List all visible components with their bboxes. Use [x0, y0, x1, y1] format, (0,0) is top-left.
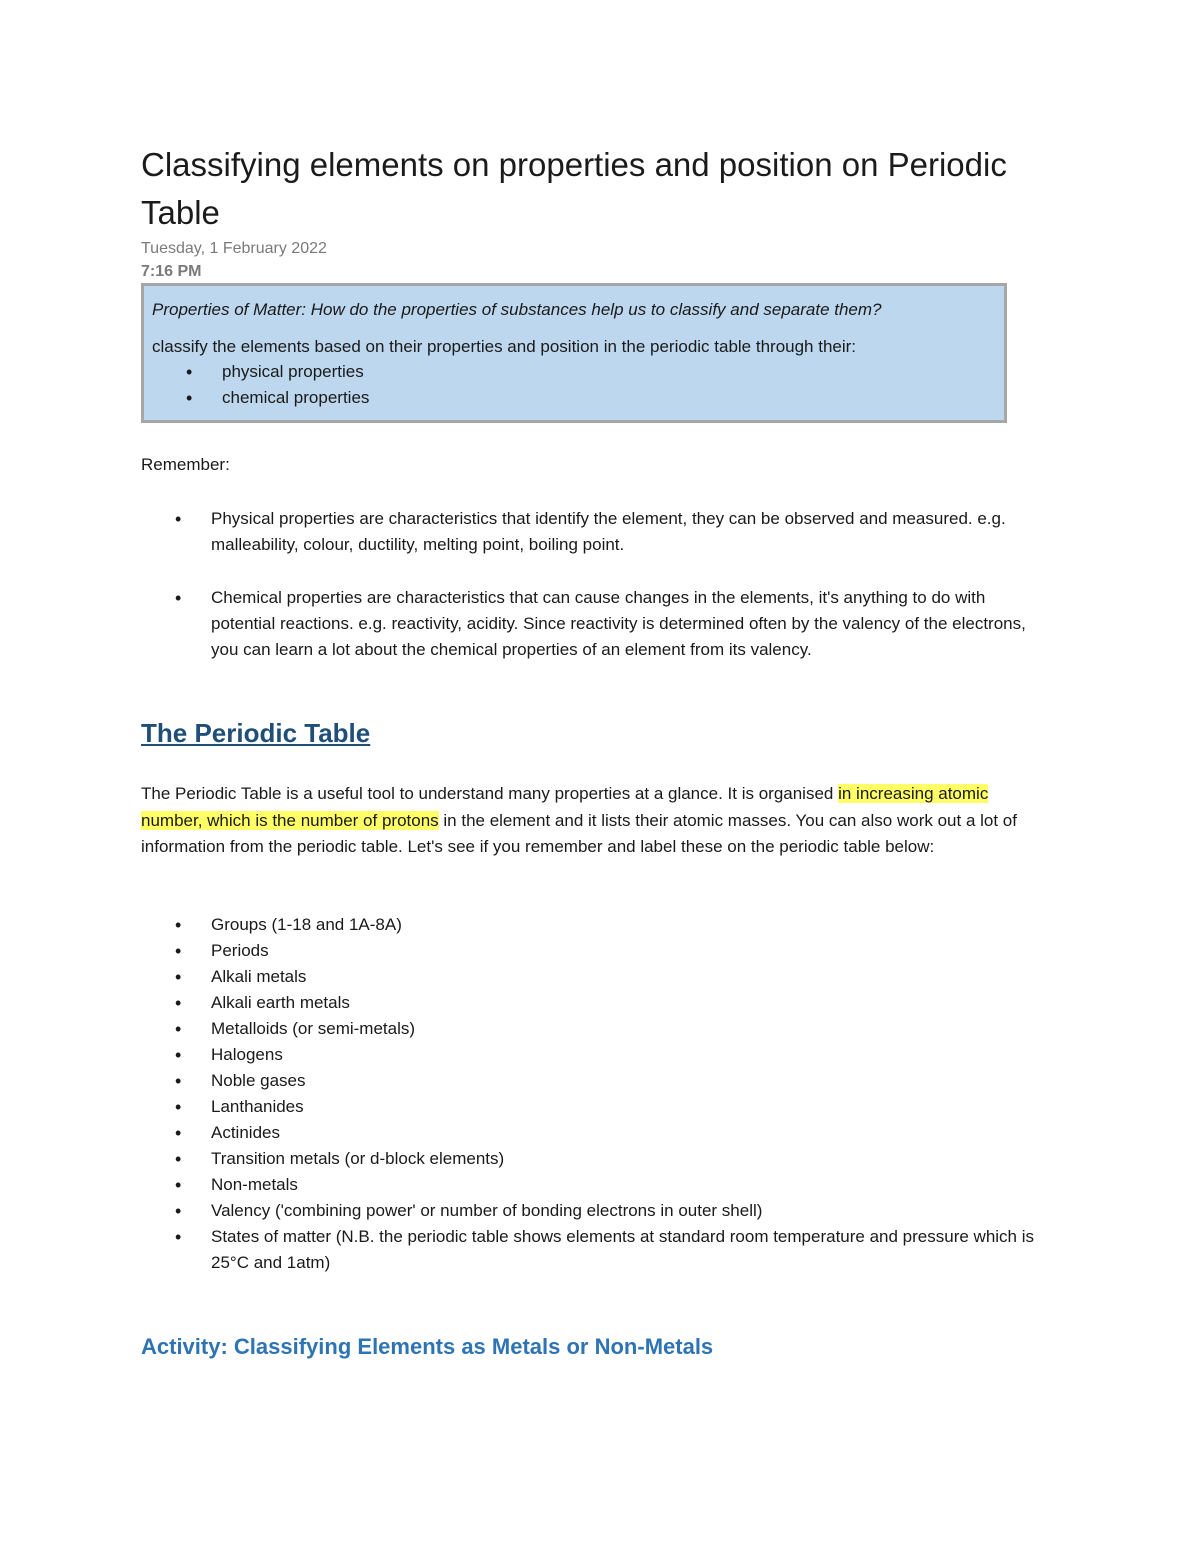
paragraph-text: in the element and it lists their atomic masses. You can also work out a lot of information from the periodic table. Let's see if you remember and label these on the periodic table below: [141, 810, 1017, 856]
periodic-table-paragraph [141, 781, 1036, 861]
callout-list [152, 359, 996, 411]
list-item: • Halogens [141, 1042, 1051, 1068]
list-item: • Noble gases [141, 1068, 1051, 1094]
highlighted-text: in increasing atomic number, which is the number of protons [141, 784, 989, 830]
remember-label: Remember: [141, 455, 230, 474]
callout-intro: classify the elements based on their properties and position in the periodic table through their: [152, 337, 857, 356]
list-item: • chemical properties [152, 385, 996, 411]
list-item: • Metalloids (or semi-metals) [141, 1016, 1051, 1042]
label-topics-list [141, 912, 1051, 1276]
list-item: • Periods [141, 938, 1051, 964]
list-item: • Groups (1-18 and 1A-8A) [141, 912, 1051, 938]
activity-heading: Activity: Classifying Elements as Metals or Non-Metals [141, 1334, 714, 1359]
periodic-table-heading: The Periodic Table [141, 718, 371, 748]
list-item: • Non-metals [141, 1172, 1051, 1198]
list-item: • Transition metals (or d-block elements) [141, 1146, 1051, 1172]
remember-list [141, 506, 1051, 690]
list-item: • Valency ('combining power' or number of bonding electrons in outer shell) [141, 1198, 1051, 1224]
list-item: • Actinides [141, 1120, 1051, 1146]
callout-question: Properties of Matter: How do the properties of substances help us to classify and separate them? [152, 300, 882, 319]
list-item: • Alkali earth metals [141, 990, 1051, 1016]
learning-intention-box [141, 283, 1007, 423]
page-title: Classifying elements on properties and position on Periodic Table [141, 146, 1007, 231]
paragraph-text: The Periodic Table is a useful tool to understand many properties at a glance. It is organised [141, 784, 839, 803]
page-date: Tuesday, 1 February 2022 [141, 240, 327, 257]
list-item: • Lanthanides [141, 1094, 1051, 1120]
list-item: • physical properties [152, 359, 996, 385]
page-time: 7:16 PM [141, 263, 202, 280]
list-item: • Physical properties are characteristics that identify the element, they can be observed and measured. e.g. malleability, colour, ductility, melting point, boiling point. [141, 506, 1051, 558]
list-item: • Alkali metals [141, 964, 1051, 990]
list-item: • States of matter (N.B. the periodic table shows elements at standard room temperature and pressure which is 25°C and 1atm) [141, 1224, 1051, 1276]
list-item: • Chemical properties are characteristics that can cause changes in the elements, it's anything to do with potential reactions. e.g. reactivity, acidity. Since reactivity is determined often by the valency of the electrons, you can learn a lot about the chemical properties of an element from its valency. [141, 585, 1051, 663]
